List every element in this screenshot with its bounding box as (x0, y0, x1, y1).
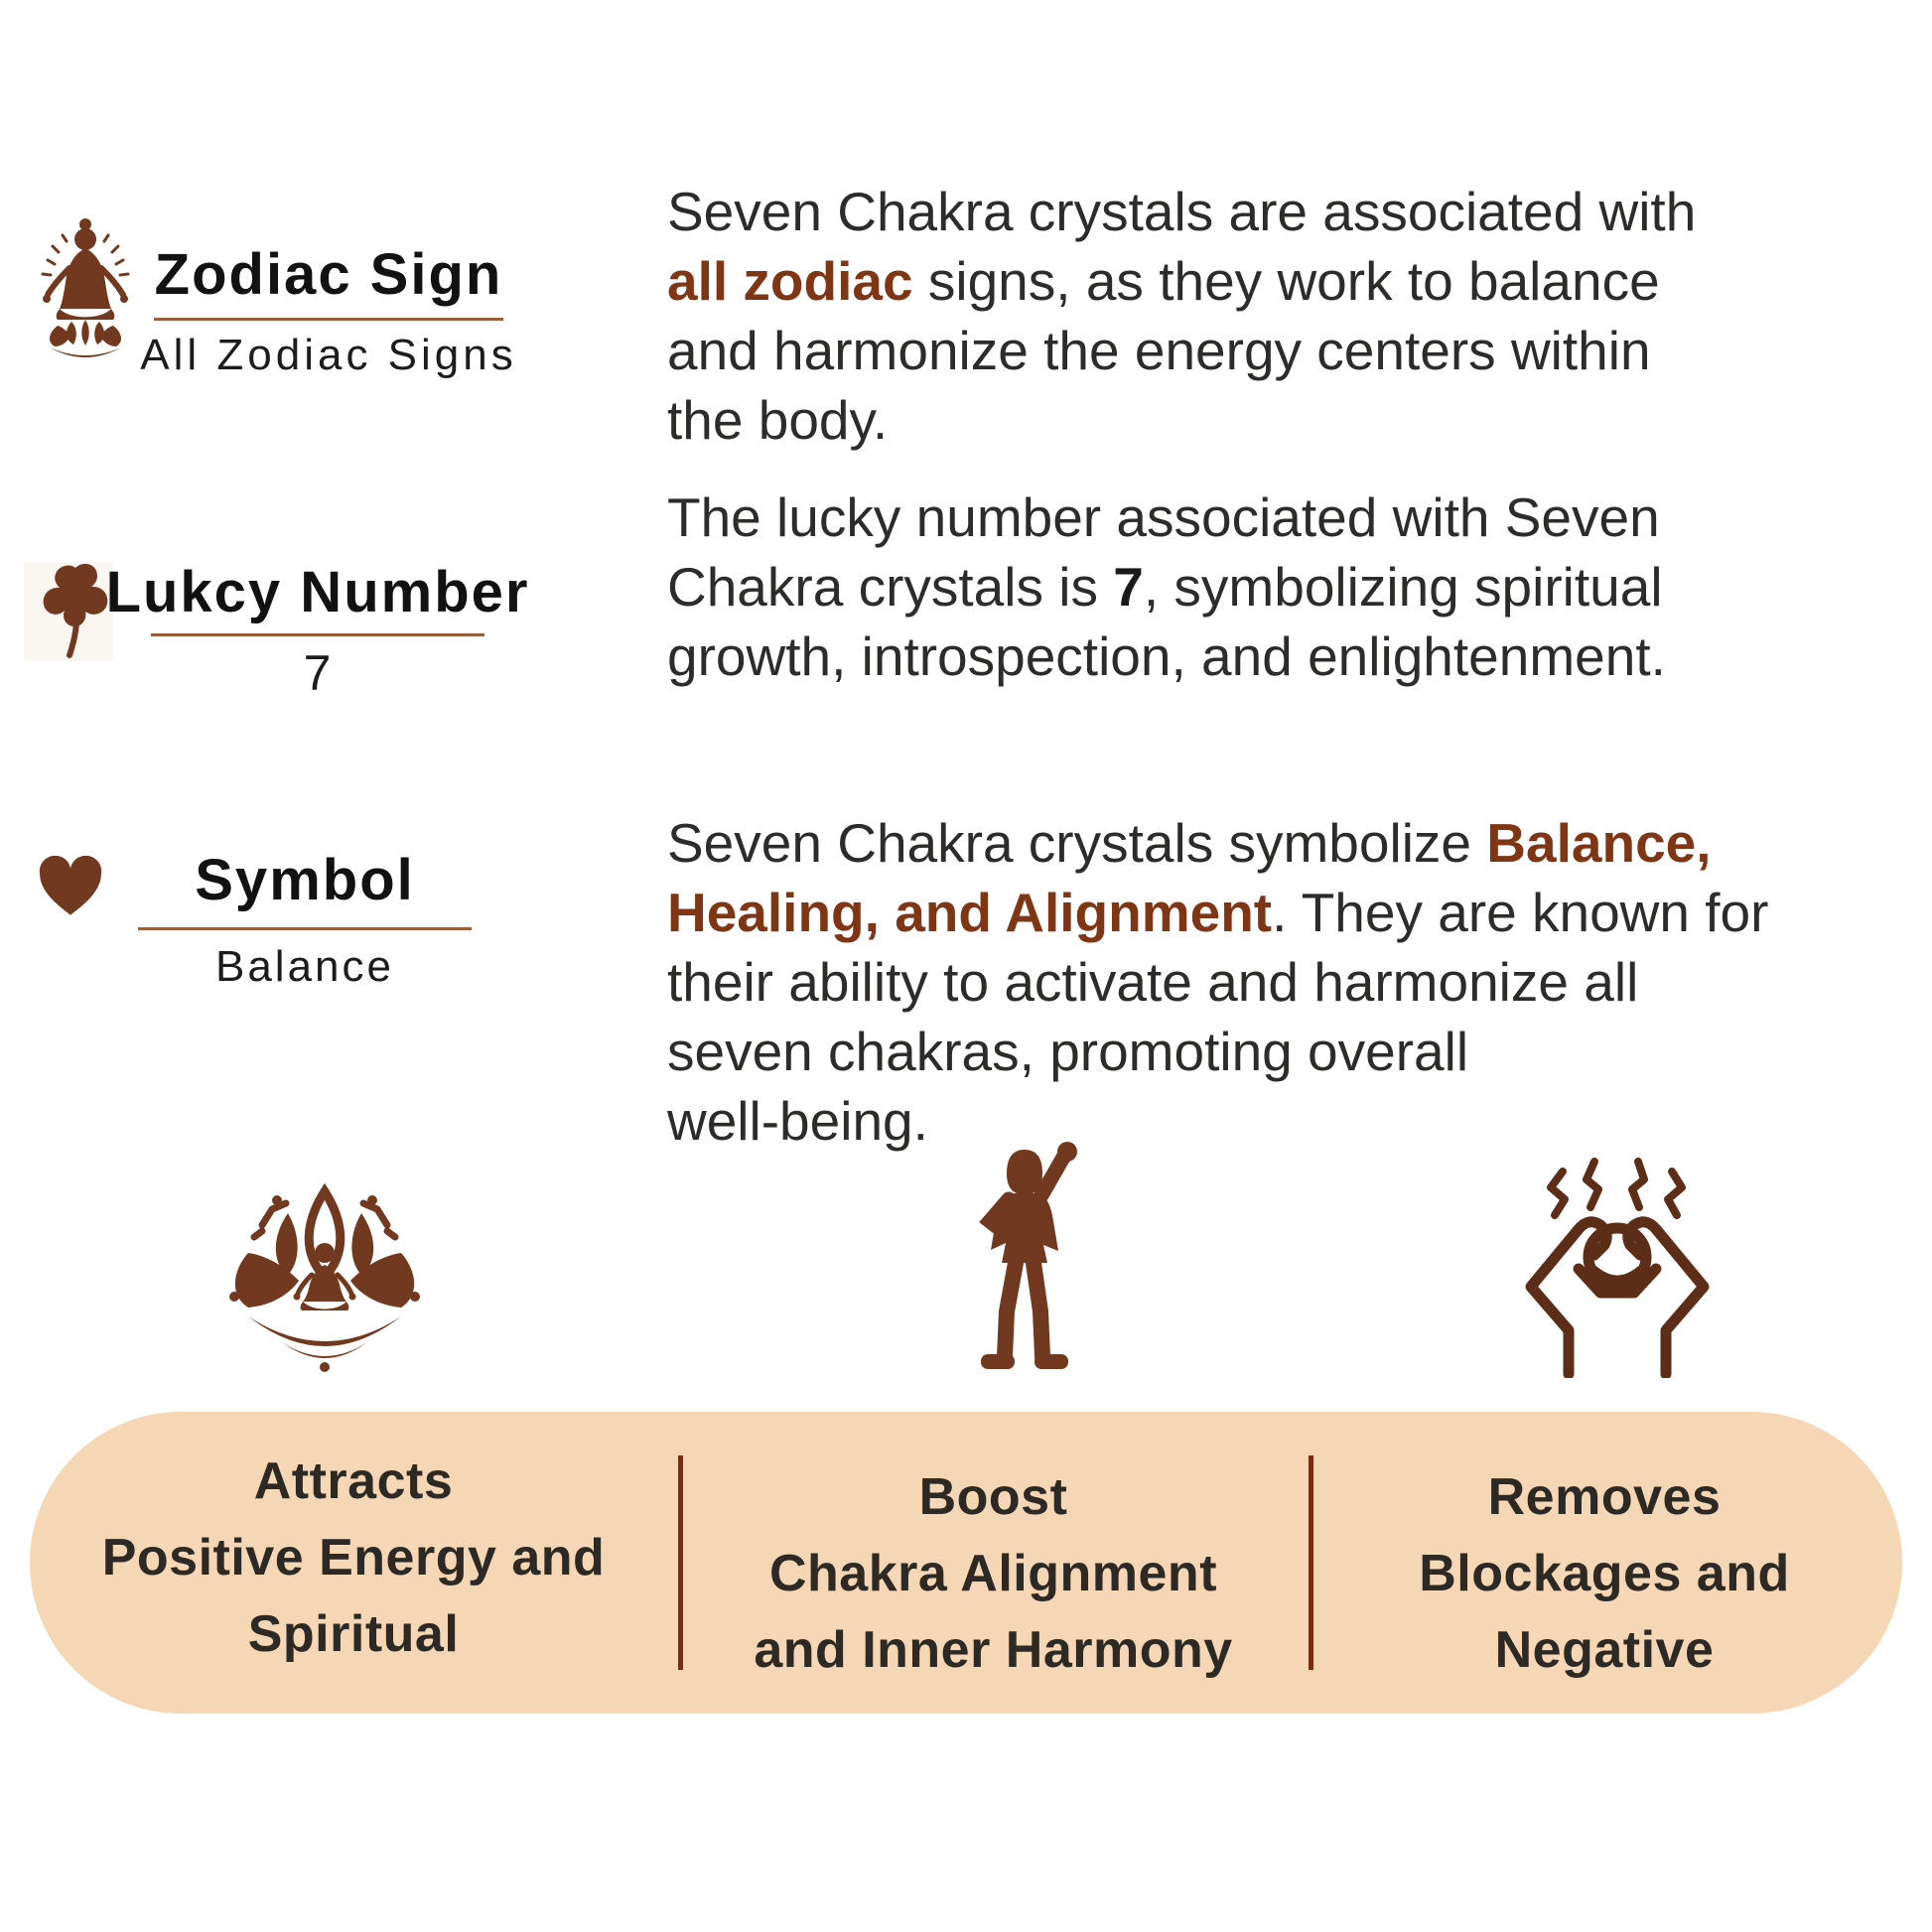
text-segment: and harmonize the energy centers within (667, 320, 1651, 381)
meditating-buddha-icon (34, 212, 137, 357)
text-line (667, 552, 1666, 621)
text-segment: , symbolizing spiritual (1143, 556, 1663, 618)
benefit-line: Positive Energy and (101, 1529, 606, 1587)
attribute-title: Zodiac Sign (154, 242, 503, 307)
text-segment-highlight: Balance, (1486, 812, 1712, 874)
text-line (667, 808, 1768, 878)
attribute-value: 7 (303, 645, 333, 701)
attribute-lucky-number (105, 560, 530, 702)
benefit-attracts (56, 1444, 651, 1673)
text-segment: Chakra crystals is (667, 556, 1114, 618)
benefit-line: Removes (1487, 1468, 1722, 1526)
text-line (667, 246, 1696, 316)
text-segment: Seven Chakra crystals are associated with (667, 181, 1697, 242)
paragraph-lucky-number (667, 483, 1666, 691)
benefit-line: Spiritual (247, 1605, 460, 1663)
benefit-line: Negative (1494, 1621, 1715, 1679)
attribute-title: Lukcy Number (105, 560, 530, 624)
benefit-boost (688, 1459, 1299, 1689)
text-segment: . They are known for (1272, 882, 1769, 943)
heart-icon (36, 856, 105, 919)
attribute-value: Balance (214, 942, 394, 991)
benefit-line: Boost (918, 1468, 1068, 1526)
benefit-line: and Inner Harmony (754, 1621, 1233, 1679)
lotus-meditation-icon (220, 1174, 429, 1373)
text-segment: growth, introspection, and enlightenment. (667, 625, 1666, 687)
attribute-zodiac-sign (140, 242, 517, 380)
benefit-line: Attracts (253, 1452, 454, 1510)
raised-fist-hero-icon (961, 1138, 1088, 1378)
text-line (667, 878, 1768, 947)
attribute-underline (154, 318, 503, 321)
text-segment: seven chakras, promoting overall (667, 1021, 1469, 1082)
attribute-underline (138, 927, 472, 930)
banner-divider (678, 1455, 683, 1670)
benefits-banner (30, 1412, 1902, 1714)
text-line (667, 483, 1666, 552)
text-line (667, 316, 1696, 385)
text-segment-highlight: Healing, and Alignment (667, 882, 1273, 943)
attribute-underline (151, 633, 484, 636)
attribute-value: All Zodiac Signs (140, 331, 517, 379)
attribute-title: Symbol (195, 848, 415, 912)
text-segment: the body. (667, 389, 889, 451)
text-line (667, 177, 1696, 246)
text-segment-highlight: 7 (1113, 556, 1144, 618)
text-line (667, 1017, 1768, 1086)
text-segment: well-being. (667, 1090, 928, 1152)
text-segment: their ability to activate and harmonize all (667, 951, 1639, 1013)
text-line (667, 1086, 1768, 1156)
paragraph-zodiac-association (667, 177, 1696, 455)
stressed-head-icon (1523, 1152, 1712, 1378)
clover-icon (40, 560, 111, 661)
text-segment-highlight: all zodiac (667, 250, 913, 312)
text-line (667, 947, 1768, 1017)
text-line (667, 385, 1696, 455)
banner-divider (1309, 1455, 1313, 1670)
text-segment: The lucky number associated with Seven (667, 486, 1660, 548)
paragraph-symbolism (667, 808, 1768, 1156)
benefit-line: Blockages and (1419, 1545, 1790, 1602)
text-segment: signs, as they work to balance (912, 250, 1660, 312)
text-line (667, 621, 1666, 691)
benefit-removes (1318, 1459, 1890, 1689)
benefit-line: Chakra Alignment (768, 1545, 1218, 1602)
text-segment: Seven Chakra crystals symbolize (667, 812, 1487, 874)
attribute-symbol (137, 850, 473, 992)
